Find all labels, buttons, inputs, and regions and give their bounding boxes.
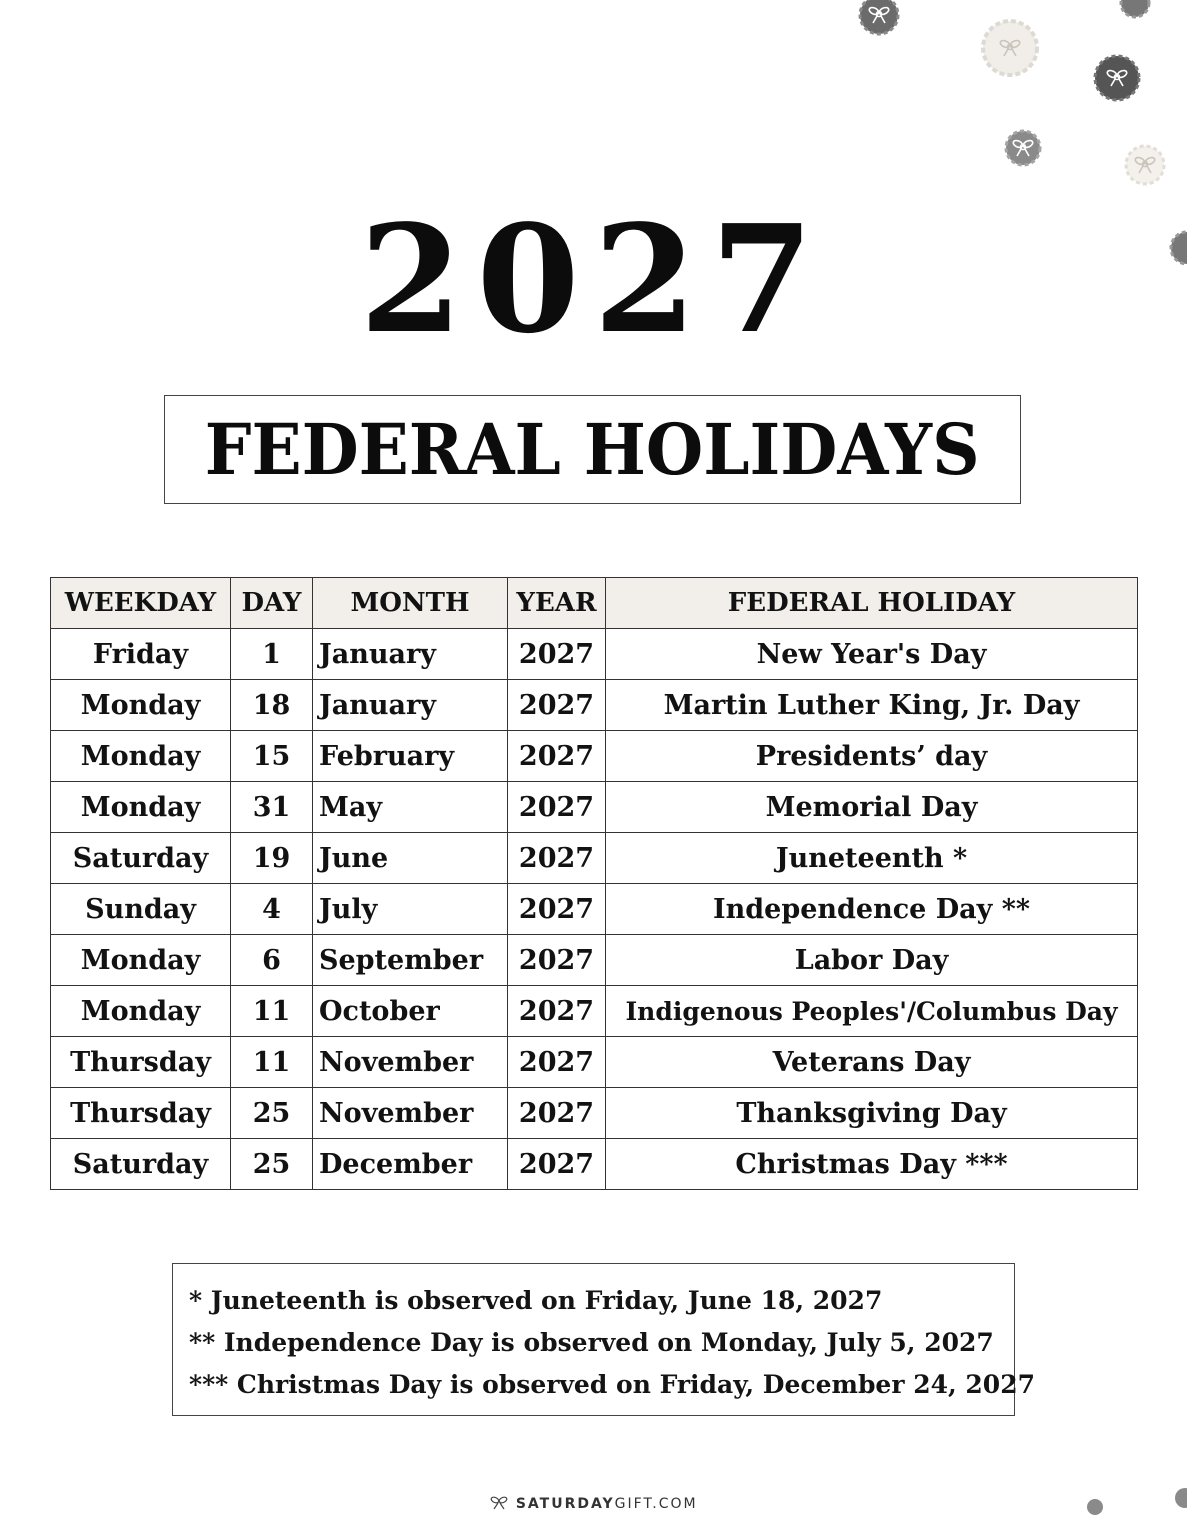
gift-circle-3 <box>1095 56 1139 100</box>
cell-day: 25 <box>231 1088 313 1139</box>
cell-month: November <box>313 1088 508 1139</box>
cell-weekday: Saturday <box>51 1139 231 1190</box>
cell-weekday: Monday <box>51 680 231 731</box>
header-weekday: WEEKDAY <box>51 578 231 629</box>
cell-year: 2027 <box>508 629 606 680</box>
cell-weekday: Monday <box>51 731 231 782</box>
year-heading: 2027 <box>359 192 828 366</box>
cell-day: 31 <box>231 782 313 833</box>
cell-year: 2027 <box>508 680 606 731</box>
cell-day: 18 <box>231 680 313 731</box>
cell-holiday: Juneteenth * <box>606 833 1138 884</box>
cell-holiday: New Year's Day <box>606 629 1138 680</box>
cell-month: December <box>313 1139 508 1190</box>
gift-circle-5 <box>1006 131 1040 165</box>
note-independence-day: ** Independence Day is observed on Monday, July 5, 2027 <box>189 1328 994 1357</box>
table-row <box>51 782 1138 833</box>
cell-day: 4 <box>231 884 313 935</box>
cell-weekday: Thursday <box>51 1037 231 1088</box>
cell-weekday: Monday <box>51 935 231 986</box>
page-title: FEDERAL HOLIDAYS <box>205 408 980 491</box>
cell-holiday: Veterans Day <box>606 1037 1138 1088</box>
cell-year: 2027 <box>508 1088 606 1139</box>
cell-month: February <box>313 731 508 782</box>
cell-day: 6 <box>231 935 313 986</box>
cell-month: July <box>313 884 508 935</box>
table-row <box>51 833 1138 884</box>
cell-day: 15 <box>231 731 313 782</box>
cell-holiday: Thanksgiving Day <box>606 1088 1138 1139</box>
cell-weekday: Sunday <box>51 884 231 935</box>
table-row <box>51 935 1138 986</box>
gift-circle-2 <box>983 21 1037 75</box>
footer-brand-bold: SATURDAY <box>515 1496 615 1512</box>
cell-day: 19 <box>231 833 313 884</box>
cell-day: 11 <box>231 1037 313 1088</box>
cell-holiday: Presidents’ day <box>606 731 1138 782</box>
cell-year: 2027 <box>508 1037 606 1088</box>
holiday-table <box>50 577 1138 1190</box>
cell-month: November <box>313 1037 508 1088</box>
cell-day: 25 <box>231 1139 313 1190</box>
cell-year: 2027 <box>508 935 606 986</box>
observance-notes <box>172 1263 1035 1416</box>
gift-circle-6 <box>1126 146 1164 184</box>
cell-month: January <box>313 680 508 731</box>
cell-weekday: Saturday <box>51 833 231 884</box>
note-christmas-day: *** Christmas Day is observed on Friday, December 24, 2027 <box>189 1370 1035 1399</box>
gift-bow-icon <box>489 1494 509 1510</box>
cell-day: 11 <box>231 986 313 1037</box>
cell-month: January <box>313 629 508 680</box>
table-row <box>51 1088 1138 1139</box>
note-juneteenth: * Juneteenth is observed on Friday, June 18, 2027 <box>189 1286 883 1315</box>
header-day: DAY <box>231 578 313 629</box>
cell-month: October <box>313 986 508 1037</box>
header-month: MONTH <box>313 578 508 629</box>
cell-holiday: Memorial Day <box>606 782 1138 833</box>
table-row <box>51 884 1138 935</box>
cell-day: 1 <box>231 629 313 680</box>
gift-circle-1 <box>860 0 898 34</box>
gift-circle-4 <box>1121 0 1149 17</box>
cell-year: 2027 <box>508 986 606 1037</box>
cell-month: June <box>313 833 508 884</box>
cell-month: May <box>313 782 508 833</box>
table-row <box>51 1139 1138 1190</box>
cell-year: 2027 <box>508 833 606 884</box>
table-row <box>51 986 1138 1037</box>
cell-weekday: Thursday <box>51 1088 231 1139</box>
table-row <box>51 1037 1138 1088</box>
cell-weekday: Monday <box>51 782 231 833</box>
table-row <box>51 629 1138 680</box>
header-holiday: FEDERAL HOLIDAY <box>606 578 1138 629</box>
cell-year: 2027 <box>508 731 606 782</box>
table-row <box>51 680 1138 731</box>
footer-brand <box>0 1494 1187 1512</box>
cell-year: 2027 <box>508 884 606 935</box>
cell-year: 2027 <box>508 782 606 833</box>
cell-year: 2027 <box>508 1139 606 1190</box>
table-row <box>51 731 1138 782</box>
cell-holiday: Christmas Day *** <box>606 1139 1138 1190</box>
cell-holiday: Martin Luther King, Jr. Day <box>606 680 1138 731</box>
footer-brand-rest: GIFT.COM <box>614 1496 698 1512</box>
title-box <box>164 395 1021 504</box>
cell-holiday: Independence Day ** <box>606 884 1138 935</box>
header-year: YEAR <box>508 578 606 629</box>
cell-month: September <box>313 935 508 986</box>
cell-weekday: Friday <box>51 629 231 680</box>
table-header-row <box>51 578 1138 629</box>
cell-weekday: Monday <box>51 986 231 1037</box>
cell-holiday: Labor Day <box>606 935 1138 986</box>
cell-holiday: Indigenous Peoples'/Columbus Day <box>606 986 1138 1037</box>
